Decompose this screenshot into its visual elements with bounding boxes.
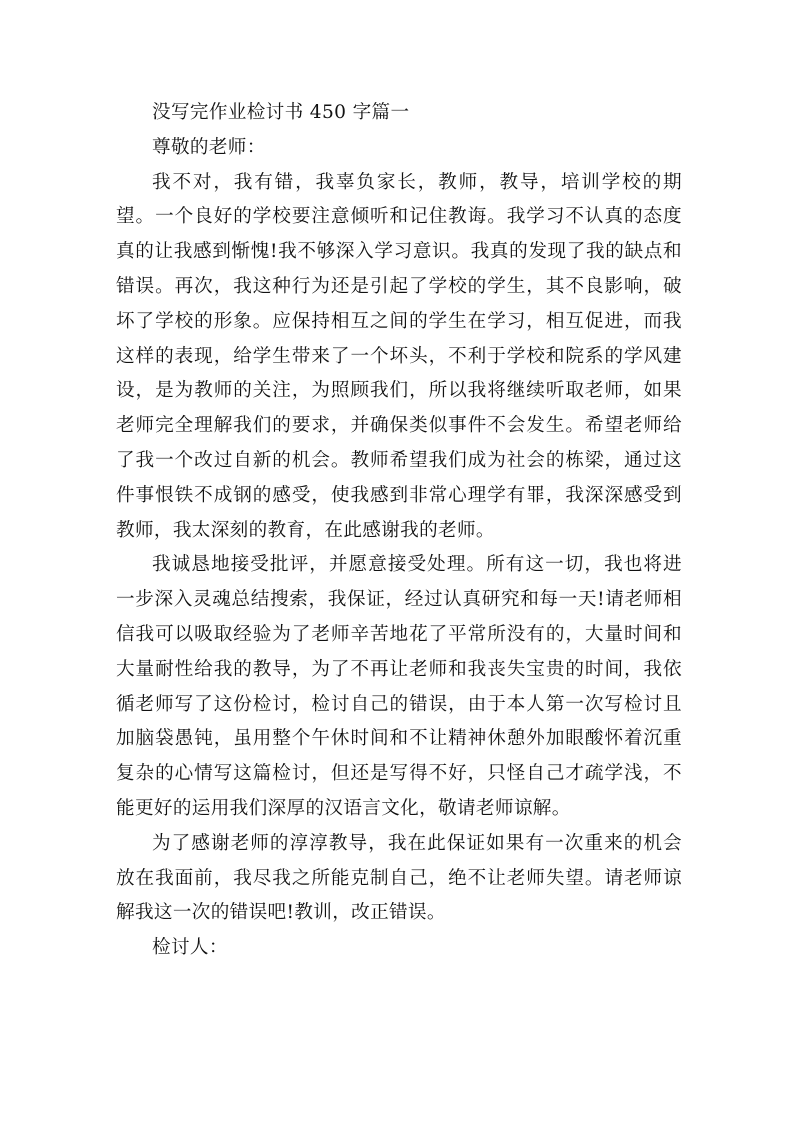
document-title: 没写完作业检讨书 450 字篇一 bbox=[152, 102, 410, 123]
body-paragraph-2: 我诚恳地接受批评，并愿意接受处理。所有这一切，我也将进一步深入灵魂总结搜索，我保证，经过认真研究和每一天!请老师相信我可以吸取经验为了老师辛苦地花了平常所没有的，大量时间和大量耐性给我的教导，为了不再让老师和我丧失宝贵的时间，我依循老师写了这份检讨，检讨自己的错误，由于本人第一次写检讨且加脑袋愚钝，虽用整个午休时间和不让精神休憩外加眼酸怀着沉重复杂的心情写这篇检讨，但还是写得不好，只怪自己才疏学浅，不能更好的运用我们深厚的汉语言文化，敬请老师谅解。 bbox=[116, 554, 682, 819]
greeting-line: 尊敬的老师： bbox=[152, 136, 266, 158]
body-paragraph-3: 为了感谢老师的淳淳教导，我在此保证如果有一次重来的机会放在我面前，我尽我之所能克制自己，绝不让老师失望。请老师谅解我这一次的错误吧!教训，改正错误。 bbox=[116, 832, 682, 924]
body-paragraph-1: 我不对，我有错，我辜负家长，教师，教导，培训学校的期望。一个良好的学校要注意倾听和记住教诲。我学习不认真的态度真的让我感到惭愧!我不够深入学习意识。我真的发现了我的缺点和错误。再次，我这种行为还是引起了学校的学生，其不良影响，破坏了学校的形象。应保持相互之间的学生在学习，相互促进，而我这样的表现，给学生带来了一个坏头，不利于学校和院系的学风建设，是为教师的关注，为照顾我们，所以我将继续听取老师，如果老师完全理解我们的要求，并确保类似事件不会发生。希望老师给了我一个改过自新的机会。教师希望我们成为社会的栋梁，通过这件事恨铁不成钢的感受，使我感到非常心理学有罪，我深深感受到教师，我太深刻的教育，在此感谢我的老师。 bbox=[116, 171, 682, 541]
document-content bbox=[116, 96, 682, 966]
signature-label: 检讨人： bbox=[152, 937, 228, 959]
